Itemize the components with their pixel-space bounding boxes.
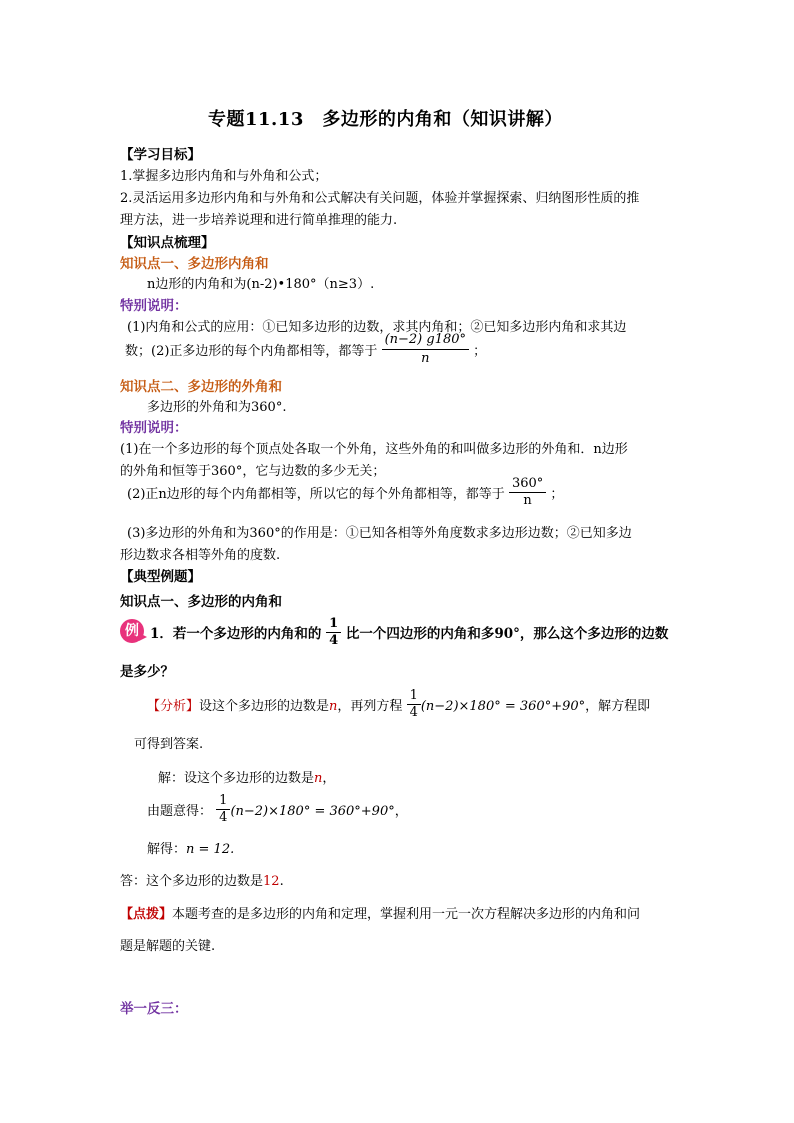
kp2-note2-post: ； — [550, 487, 564, 502]
question-post: 比一个四边形的内角和多90°，那么这个多边形的边数 — [345, 626, 669, 642]
tip-line1 — [120, 903, 640, 922]
kp2-note1a: (1)在一个多边形的每个顶点处各取一个外角，这些外角的和叫做多边形的外角和．n边形 — [120, 442, 628, 457]
kp1-formula: n边形的内角和为(n-2)•180°（n≥3）. — [147, 277, 375, 292]
analysis-equation: (n−2)×180° = 360°+90° — [420, 699, 586, 714]
practice-heading: 举一反三： — [120, 1001, 188, 1017]
analysis-line2: 可得到答案. — [134, 737, 204, 752]
solution-line1-var: n — [314, 771, 323, 786]
goals-heading: 【学习目标】 — [120, 147, 201, 163]
goal-item-2a: 2.灵活运用多边形内角和与外角和公式解决有关问题，体验并掌握探索、归纳图形性质的推 — [120, 191, 640, 206]
solution-line1-post: ， — [322, 771, 336, 786]
tip-text: 本题考查的是多边形的内角和定理，掌握利用一元一次方程解决多边形的内角和问 — [172, 907, 641, 922]
analysis-post: ，解方程即 — [585, 699, 651, 714]
tip-line2: 题是解题的关键. — [120, 939, 216, 954]
kp1-note2-den: n — [421, 351, 430, 366]
goal-item-1: 1.掌握多边形内角和与外角和公式； — [120, 169, 328, 184]
goal-item-2b: 理方法，进一步培养说理和进行简单推理的能力. — [120, 213, 398, 228]
solution-line2-post: ， — [394, 804, 408, 819]
solution-line3-eq: n = 12. — [186, 842, 235, 857]
kp2-note3b: 形边数求各相等外角的度数. — [120, 548, 281, 563]
analysis-frac-num: 1 — [407, 688, 421, 705]
kp2-formula: 多边形的外角和为360°. — [147, 400, 287, 415]
question-frac-num: 1 — [326, 616, 341, 633]
example-badge: 例 — [120, 619, 144, 643]
example-question-line1 — [150, 618, 668, 651]
solution-line2-pre: 由题意得： — [147, 804, 213, 819]
solution-line2 — [147, 795, 408, 828]
kp2-note1b: 的外角和恒等于360°，它与边数的多少无关； — [120, 464, 386, 479]
kp1-note1: (1)内角和公式的应用：①已知多边形的边数，求其内角和；②已知多边形内角和求其边 — [127, 320, 627, 335]
kp1-note2-post: ； — [473, 344, 487, 359]
analysis-fraction — [407, 688, 421, 721]
analysis-mid: ，再列方程 — [337, 699, 403, 714]
answer-value: 12 — [263, 874, 280, 889]
solution-fraction — [216, 793, 230, 826]
analysis-tag: 【分析】 — [147, 699, 200, 714]
analysis-frac-den: 4 — [409, 705, 418, 720]
answer-line — [120, 870, 284, 889]
solution-equation: (n−2)×180° = 360°+90° — [230, 804, 395, 819]
question-frac-den: 4 — [329, 633, 339, 648]
kp1-note2-fraction — [382, 331, 469, 368]
kp1-title: 知识点一、多边形内角和 — [120, 256, 269, 272]
kp2-note3a: (3)多边形的外角和为360°的作用是：①已知各相等外角度数求多边形边数；②已知多边 — [127, 526, 632, 541]
examples-kp-title: 知识点一、多边形的内角和 — [120, 594, 282, 610]
answer-post: . — [279, 874, 284, 889]
answer-pre: 答：这个多边形的边数是 — [120, 874, 264, 889]
kp2-note2-den: n — [523, 493, 532, 508]
kp2-title: 知识点二、多边形的外角和 — [120, 379, 282, 395]
kp2-note-title: 特别说明： — [120, 420, 188, 436]
kp2-note2-num: 360° — [509, 476, 546, 493]
kp1-note2-pre: 数；(2)正多边形的每个内角都相等，都等于 — [125, 344, 378, 359]
kp2-note2-fraction — [509, 476, 546, 509]
kp2-note2 — [127, 478, 563, 511]
solution-line1 — [158, 767, 335, 786]
solution-frac-num: 1 — [216, 793, 230, 810]
example-question-line2: 是多少？ — [120, 664, 174, 680]
knowledge-heading: 【知识点梳理】 — [120, 235, 215, 251]
solution-line3-pre: 解得： — [147, 842, 187, 857]
page-title: 专题11.13 多边形的内角和（知识讲解） — [208, 109, 563, 130]
analysis-var: n — [329, 699, 338, 714]
kp1-note2-num: (n−2) g180° — [382, 331, 469, 350]
examples-heading: 【典型例题】 — [120, 569, 201, 585]
analysis-pre: 设这个多边形的边数是 — [199, 699, 330, 714]
kp1-note2 — [125, 333, 486, 370]
solution-line3 — [147, 838, 234, 857]
analysis-line1 — [147, 690, 650, 723]
question-fraction — [326, 616, 341, 649]
kp2-note2-pre: (2)正n边形的每个内角都相等，所以它的每个外角都相等，都等于 — [127, 487, 505, 502]
solution-line1-pre: 解：设这个多边形的边数是 — [158, 771, 315, 786]
question-pre: 1．若一个多边形的内角和的 — [150, 626, 322, 642]
tip-tag: 【点拨】 — [120, 907, 173, 922]
kp1-note-title: 特别说明： — [120, 298, 188, 314]
solution-frac-den: 4 — [219, 810, 228, 825]
